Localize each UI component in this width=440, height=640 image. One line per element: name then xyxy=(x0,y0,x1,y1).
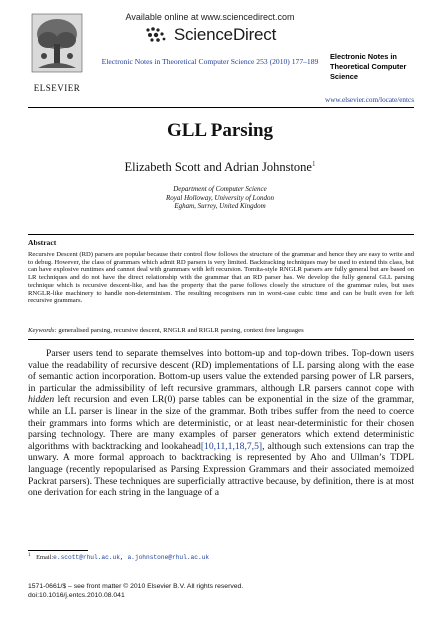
citation-link[interactable]: [10,11,1,18,7,5] xyxy=(200,440,263,452)
body-text-segment: left recursion and even LR(0) parse tables can be exponential in the size of the grammar, while an LL parser is linear in the size of the grammar. Both tribes suffer from the need to coerce their grammars into forms which are deterministic, or at least near-deterministic for their chosen parsing technology. There are many examples of parser generators which extend deterministic algorithms with backtracking and lookahead xyxy=(28,394,414,452)
copyright-line: 1571-0661/$ – see front matter © 2010 Elsevier B.V. All rights reserved. xyxy=(28,583,244,590)
email-separator: , xyxy=(120,554,128,562)
body-text-segment: , although such extensions can trap the unwary. A more formal approach to backtracking is represented by Aho and Ullman’s TDPL language (recently repopularised as Parsing Expression Grammars and their associated memoized Packrat parsers). These techniques are superficially attractive because, by definition, there is at most one derivation for each string in the language of a xyxy=(28,440,414,499)
sciencedirect-dots-icon xyxy=(144,25,170,45)
emphasis-hidden: hidden xyxy=(28,394,55,406)
keywords-rule xyxy=(28,339,414,340)
copyright-block xyxy=(28,582,243,600)
journal-name-line: Science xyxy=(330,72,358,81)
body-paragraph xyxy=(28,348,414,499)
abstract-text: Recursive Descent (RD) parsers are popular because their control flow follows the structure of the grammar and hence they are easy to write and to debug. However, the class of grammars which admit RD parsers is very limited. Backtracking techniques may be used to extend this class, but can have explosive runtimes and cannot deal with grammars with left recursion. Tomita-style RNGLR parsers are fully general but are based on LR techniques and do not have the direct relationship with the grammar that an RD parser has. We develop the fully general GLL parsing technique which is recursive descent-like, and has the property that the parse follows closely the structure of the grammar rules, but uses RNGLR-like machinery to handle non-determinism. The resulting recognisers run in worst-case cubic time and can be built even for left recursive grammars. xyxy=(28,251,414,305)
keywords xyxy=(28,327,414,334)
footnote xyxy=(28,553,209,561)
elsevier-tree-icon xyxy=(28,10,86,90)
author-names: Elizabeth Scott and Adrian Johnstone xyxy=(124,160,312,175)
affiliation-line: Egham, Surrey, United Kingdom xyxy=(174,202,266,210)
journal-name-line: Electronic Notes in xyxy=(330,52,397,61)
available-online-text: Available online at www.sciencedirect.com xyxy=(125,12,295,22)
journal-website-link[interactable]: www.elsevier.com/locate/entcs xyxy=(325,96,414,104)
footnote-mark: 1 xyxy=(28,553,31,558)
header-rule xyxy=(28,107,414,108)
keywords-label: Keywords: xyxy=(28,327,57,334)
publisher-name: ELSEVIER xyxy=(33,83,81,93)
author-footnote-link[interactable]: 1 xyxy=(311,160,316,168)
sciencedirect-wordmark: ScienceDirect xyxy=(173,25,277,44)
doi-link[interactable]: doi:10.1016/j.entcs.2010.08.041 xyxy=(28,592,125,599)
body-text xyxy=(28,348,414,499)
body-text-segment: Parser users tend to separate themselves into bottom-up and top-down tribes. Top-down users value the readability of recursive descent (RD) implementations of LL parsing along with the ease of semantic action incorporation. Bottom-up users value the extended parsing power of LR parsers, in particular the admissibility of left recursive grammars, although LR parsers cannot cope with xyxy=(28,348,414,394)
affiliation-line: Royal Holloway, University of London xyxy=(166,193,274,202)
affiliation-line: Department of Computer Science xyxy=(173,185,267,193)
elsevier-logo xyxy=(28,10,86,93)
footnote-label: Email: xyxy=(36,554,54,562)
abstract-heading: Abstract xyxy=(28,238,57,247)
journal-name xyxy=(330,52,430,82)
footnote-rule xyxy=(28,550,88,551)
email-link[interactable]: e.scott@rhul.ac.uk xyxy=(53,554,120,562)
journal-citation[interactable]: Electronic Notes in Theoretical Computer Science 253 (2010) 177–189 xyxy=(101,57,319,66)
paper-title: GLL Parsing xyxy=(166,120,274,141)
abstract-top-rule xyxy=(28,234,414,235)
header-center xyxy=(100,12,320,66)
email-link[interactable]: a.johnstone@rhul.ac.uk xyxy=(127,554,210,562)
sciencedirect-brand xyxy=(100,25,320,45)
journal-name-line: Theoretical Computer xyxy=(330,62,407,71)
paper-authors xyxy=(0,160,440,175)
keywords-list: generalised parsing, recursive descent, RNGLR and RIGLR parsing, context free languages xyxy=(58,327,304,334)
affiliation xyxy=(0,185,440,211)
